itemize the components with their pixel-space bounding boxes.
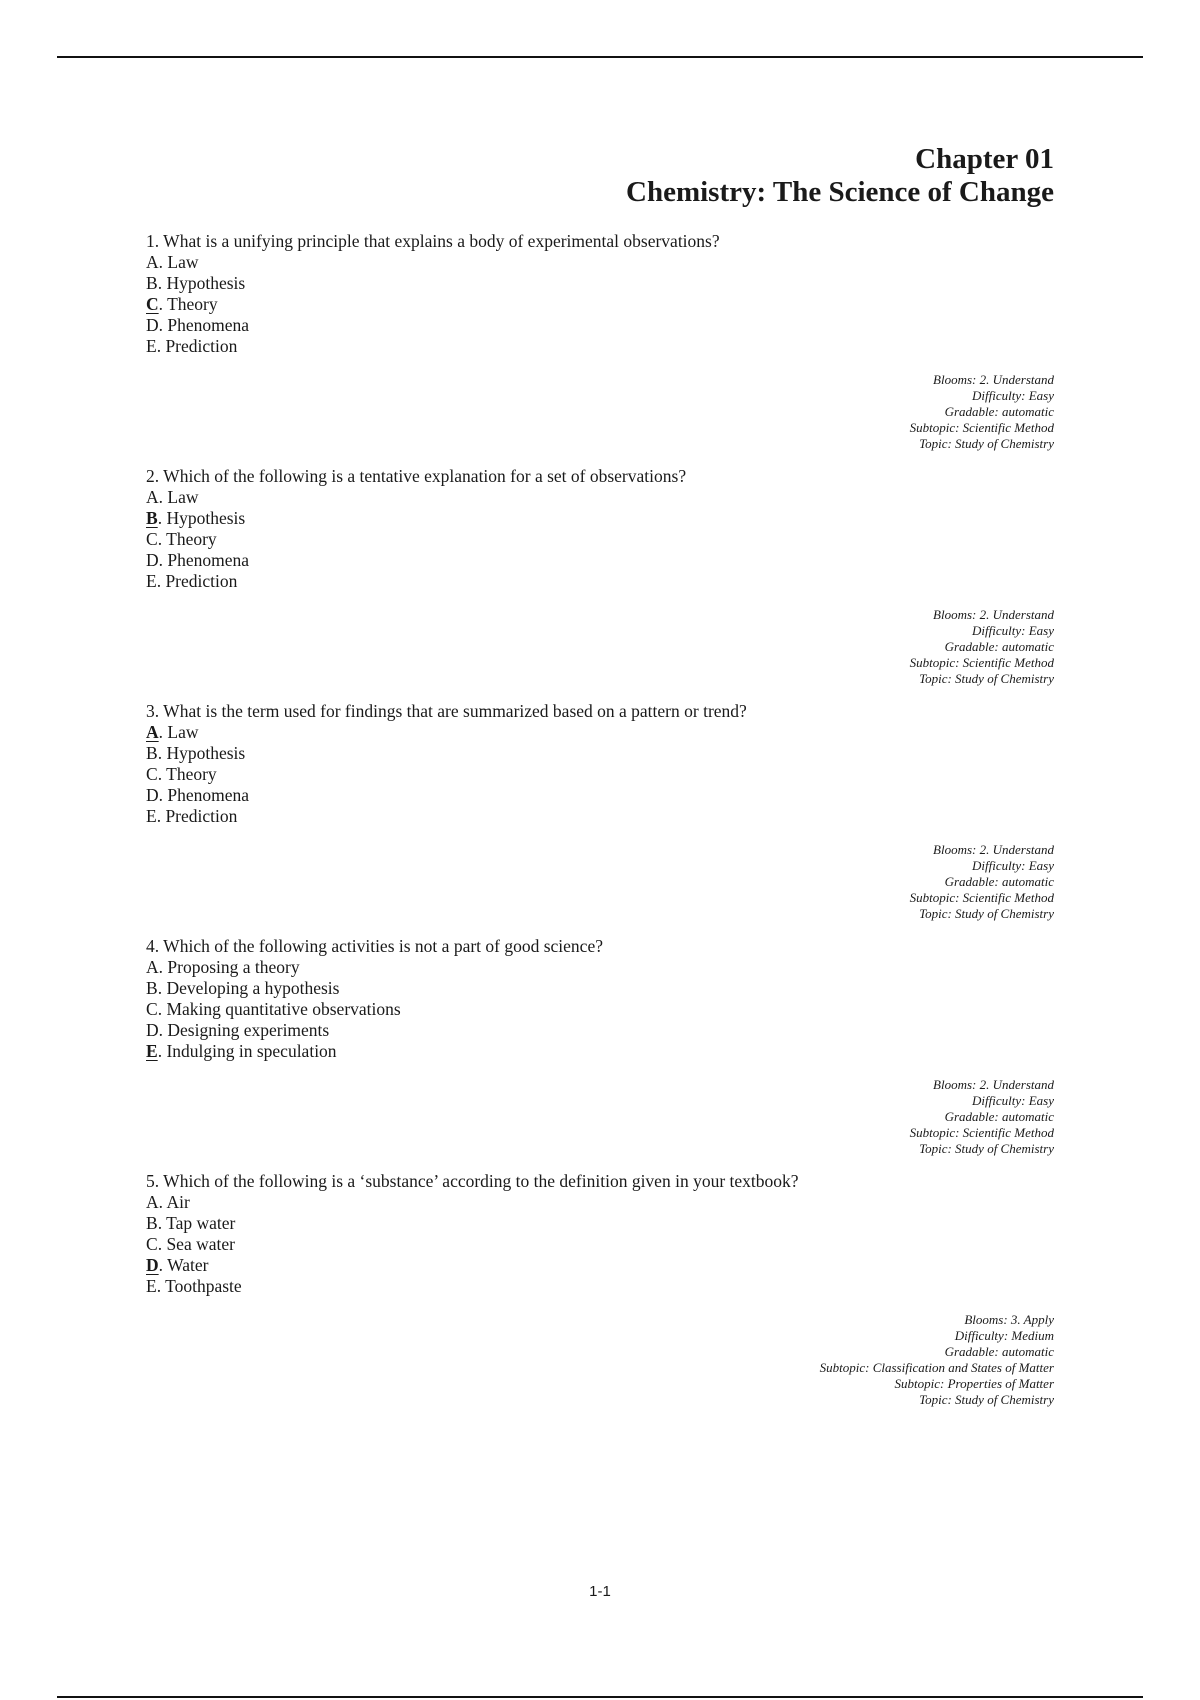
option-separator: . <box>157 1213 167 1233</box>
answer-option-correct <box>146 1255 1054 1276</box>
answer-option <box>146 252 1054 273</box>
option-text: Prediction <box>165 571 238 591</box>
answer-options <box>146 487 1054 592</box>
metadata-line: Gradable: automatic <box>944 1344 1054 1359</box>
option-separator: . <box>156 336 166 356</box>
option-text: Water <box>167 1255 209 1275</box>
metadata-line: Difficulty: Easy <box>972 1093 1054 1108</box>
option-text: Phenomena <box>167 785 250 805</box>
answer-option <box>146 487 1054 508</box>
bottom-rule <box>57 1696 1143 1698</box>
option-separator: . <box>157 764 167 784</box>
chapter-title: Chemistry: The Science of Change <box>626 176 1054 208</box>
metadata-line: Gradable: automatic <box>944 874 1054 889</box>
answer-option <box>146 743 1054 764</box>
metadata-line: Subtopic: Scientific Method <box>909 655 1054 670</box>
answer-options <box>146 1192 1054 1297</box>
question-metadata <box>146 1077 1054 1157</box>
option-text: Theory <box>166 529 217 549</box>
option-separator: . <box>158 957 168 977</box>
answer-option <box>146 336 1054 357</box>
option-text: Law <box>167 487 199 507</box>
metadata-line: Topic: Study of Chemistry <box>919 436 1054 451</box>
option-separator: . <box>157 1234 167 1254</box>
option-letter: C <box>146 294 159 314</box>
metadata-line: Subtopic: Scientific Method <box>909 890 1054 905</box>
metadata-line: Blooms: 2. Understand <box>933 372 1054 387</box>
answer-option <box>146 315 1054 336</box>
answer-options <box>146 252 1054 357</box>
answer-option <box>146 273 1054 294</box>
option-letter: B <box>146 1213 158 1233</box>
option-letter: D <box>146 315 159 335</box>
metadata-line: Subtopic: Properties of Matter <box>894 1376 1054 1391</box>
option-separator: . <box>158 785 168 805</box>
option-text: Law <box>167 722 199 742</box>
option-text: Prediction <box>165 806 238 826</box>
option-text: Phenomena <box>167 315 250 335</box>
answer-option <box>146 1020 1054 1041</box>
answer-option-correct <box>146 1041 1054 1062</box>
option-letter: A <box>146 1192 159 1212</box>
option-separator: . <box>158 1192 167 1212</box>
answer-option-correct <box>146 508 1054 529</box>
metadata-line: Subtopic: Scientific Method <box>909 1125 1054 1140</box>
option-text: Prediction <box>165 336 238 356</box>
option-letter: D <box>146 550 159 570</box>
option-text: Theory <box>167 294 218 314</box>
question-block <box>146 701 1054 922</box>
metadata-line: Subtopic: Classification and States of Matter <box>819 1360 1054 1375</box>
question-metadata <box>146 1312 1054 1408</box>
option-letter: C <box>146 999 158 1019</box>
page-number: 1-1 <box>589 1583 611 1600</box>
option-separator: . <box>156 1276 166 1296</box>
option-separator: . <box>158 252 168 272</box>
option-text: Indulging in speculation <box>166 1041 337 1061</box>
option-text: Developing a hypothesis <box>166 978 340 998</box>
metadata-line: Topic: Study of Chemistry <box>919 1392 1054 1407</box>
option-separator: . <box>158 722 168 742</box>
question-metadata <box>146 842 1054 922</box>
question-block <box>146 1171 1054 1408</box>
option-letter: A <box>146 722 159 742</box>
metadata-line: Gradable: automatic <box>944 404 1054 419</box>
metadata-line: Difficulty: Easy <box>972 623 1054 638</box>
answer-option <box>146 978 1054 999</box>
option-letter: D <box>146 1255 159 1275</box>
answer-option <box>146 1213 1054 1234</box>
answer-option <box>146 1192 1054 1213</box>
option-text: Sea water <box>166 1234 235 1254</box>
option-letter: D <box>146 785 159 805</box>
option-separator: . <box>156 806 166 826</box>
option-text: Phenomena <box>167 550 250 570</box>
metadata-line: Blooms: 2. Understand <box>933 1077 1054 1092</box>
metadata-line: Gradable: automatic <box>944 639 1054 654</box>
chapter-number: Chapter 01 <box>915 143 1054 175</box>
question-block <box>146 231 1054 452</box>
answer-option-correct <box>146 722 1054 743</box>
answer-option-correct <box>146 294 1054 315</box>
option-letter: D <box>146 1020 159 1040</box>
option-letter: E <box>146 1276 157 1296</box>
answer-options <box>146 957 1054 1062</box>
metadata-line: Difficulty: Easy <box>972 388 1054 403</box>
metadata-line: Topic: Study of Chemistry <box>919 1141 1054 1156</box>
metadata-line: Difficulty: Medium <box>954 1328 1054 1343</box>
option-letter: A <box>146 487 159 507</box>
question-text: 3. What is the term used for findings that are summarized based on a pattern or trend? <box>146 701 747 721</box>
answer-option <box>146 764 1054 785</box>
metadata-line: Blooms: 2. Understand <box>933 607 1054 622</box>
option-text: Designing experiments <box>167 1020 330 1040</box>
question-text: 4. Which of the following activities is not a part of good science? <box>146 936 603 956</box>
answer-option <box>146 785 1054 806</box>
option-separator: . <box>158 1255 168 1275</box>
option-letter: E <box>146 571 157 591</box>
option-letter: C <box>146 1234 158 1254</box>
option-separator: . <box>157 999 167 1019</box>
answer-option <box>146 1276 1054 1297</box>
option-text: Hypothesis <box>166 508 246 528</box>
option-separator: . <box>158 487 168 507</box>
question-block <box>146 936 1054 1157</box>
option-letter: C <box>146 764 158 784</box>
option-letter: B <box>146 273 158 293</box>
option-text: Making quantitative observations <box>166 999 401 1019</box>
top-rule <box>57 56 1143 58</box>
option-letter: A <box>146 252 159 272</box>
option-text: Tap water <box>166 1213 236 1233</box>
metadata-line: Subtopic: Scientific Method <box>909 420 1054 435</box>
option-letter: B <box>146 743 158 763</box>
option-separator: . <box>158 1020 168 1040</box>
metadata-line: Blooms: 2. Understand <box>933 842 1054 857</box>
option-letter: E <box>146 806 157 826</box>
question-text: 2. Which of the following is a tentative explanation for a set of observations? <box>146 466 687 486</box>
option-text: Toothpaste <box>165 1276 242 1296</box>
option-separator: . <box>157 743 167 763</box>
answer-option <box>146 550 1054 571</box>
answer-option <box>146 529 1054 550</box>
option-text: Hypothesis <box>166 743 246 763</box>
answer-options <box>146 722 1054 827</box>
option-letter: E <box>146 336 157 356</box>
metadata-line: Blooms: 3. Apply <box>964 1312 1054 1327</box>
question-text: 5. Which of the following is a ‘substance’ according to the definition given in your textbook? <box>146 1171 799 1191</box>
question-metadata <box>146 607 1054 687</box>
question-block <box>146 466 1054 687</box>
option-text: Hypothesis <box>166 273 246 293</box>
option-separator: . <box>158 294 168 314</box>
option-separator: . <box>157 978 167 998</box>
answer-option <box>146 571 1054 592</box>
answer-option <box>146 957 1054 978</box>
chapter-header <box>146 143 1054 209</box>
option-separator: . <box>157 508 167 528</box>
option-separator: . <box>157 273 167 293</box>
option-separator: . <box>157 529 167 549</box>
metadata-line: Topic: Study of Chemistry <box>919 671 1054 686</box>
answer-option <box>146 999 1054 1020</box>
option-separator: . <box>158 315 168 335</box>
option-letter: B <box>146 508 158 528</box>
option-separator: . <box>157 1041 167 1061</box>
question-text: 1. What is a unifying principle that explains a body of experimental observations? <box>146 231 720 251</box>
answer-option <box>146 806 1054 827</box>
metadata-line: Difficulty: Easy <box>972 858 1054 873</box>
option-letter: B <box>146 978 158 998</box>
option-separator: . <box>156 571 166 591</box>
option-letter: E <box>146 1041 158 1061</box>
option-text: Proposing a theory <box>167 957 300 977</box>
option-text: Law <box>167 252 199 272</box>
question-metadata <box>146 372 1054 452</box>
question-list <box>146 231 1054 1422</box>
metadata-line: Gradable: automatic <box>944 1109 1054 1124</box>
option-letter: C <box>146 529 158 549</box>
option-text: Air <box>166 1192 190 1212</box>
answer-option <box>146 1234 1054 1255</box>
option-letter: A <box>146 957 159 977</box>
option-separator: . <box>158 550 168 570</box>
option-text: Theory <box>166 764 217 784</box>
metadata-line: Topic: Study of Chemistry <box>919 906 1054 921</box>
